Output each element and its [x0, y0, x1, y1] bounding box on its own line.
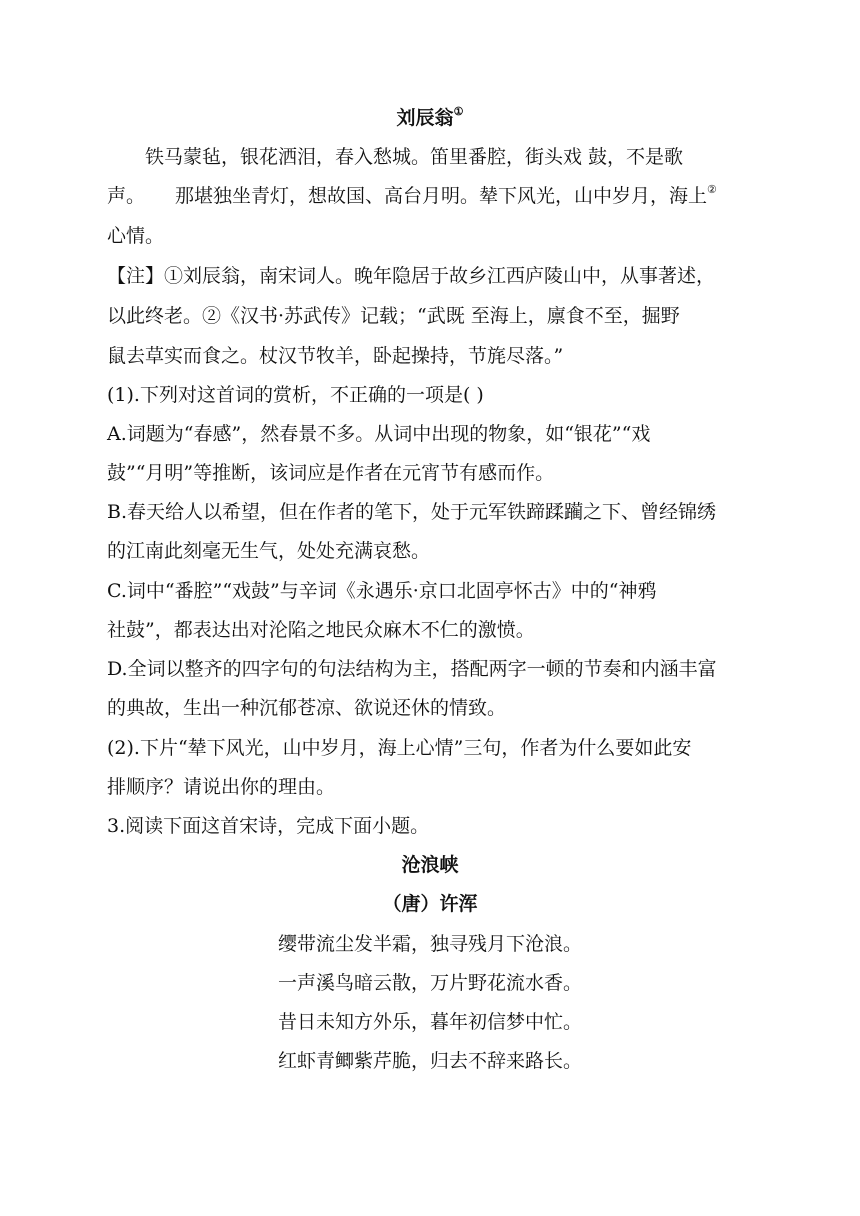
- note-line-1: 【注】①刘辰翁，南宋词人。晚年隐居于故乡江西庐陵山中，从事著述，: [107, 265, 716, 287]
- option-b-line-1: B.春天给人以希望，但在作者的笔下，处于元军铁蹄蹂躏之下、曾经锦绣: [107, 501, 717, 523]
- poem-2-line-2: 一声溪鸟暗云散，万片野花流水香。: [277, 972, 582, 994]
- option-c-line-2: 社鼓”，都表达出对沦陷之地民众麻木不仁的激愤。: [107, 619, 535, 641]
- option-d-line-1: D.全词以整齐的四字句的句法结构为主，搭配两字一顿的节奏和内涵丰富: [107, 658, 717, 680]
- poem-2-line-3: 昔日未知方外乐，暮年初信梦中忙。: [277, 1011, 582, 1033]
- note-line-3: 鼠去草实而食之。杖汉节牧羊，卧起操持，节旄尽落。”: [107, 345, 564, 367]
- footnote-marker-1: ①: [453, 105, 464, 118]
- poem-2-line-4: 红虾青鲫紫芹脆，归去不辞来路长。: [277, 1050, 582, 1072]
- poem-2-title: 沧浪峡: [401, 854, 459, 876]
- option-c-line-1: C.词中“番腔”“戏鼓”与辛词《永遇乐·京口北固亭怀古》中的“神鸦: [107, 580, 657, 602]
- poem-2-line-1: 缨带流尘发半霜，独寻残月下沧浪。: [277, 933, 582, 955]
- option-b-line-2: 的江南此刻毫无生气，处处充满哀愁。: [107, 540, 431, 562]
- poem-line-3: 心情。: [107, 225, 165, 247]
- poem-title-text: 刘辰翁: [396, 107, 454, 129]
- question-2-line-2: 排顺序？请说出你的理由。: [107, 776, 336, 798]
- footnote-marker-2: ②: [707, 183, 717, 196]
- question-3-stem: 3.阅读下面这首宋诗，完成下面小题。: [107, 815, 430, 837]
- poem-line-1: 铁马蒙毡，银花洒泪，春入愁城。笛里番腔，街头戏 鼓，不是歌: [145, 146, 684, 168]
- poem-2-author: （唐）许浑: [382, 893, 478, 915]
- option-d-line-2: 的典故，生出一种沉郁苍凉、欲说还休的情致。: [107, 697, 507, 719]
- poem-line-2b: 那堪独坐青灯，想故国、高台月明。辇下风光，山中岁月，海上: [175, 185, 708, 207]
- poem-line-2: [107, 184, 757, 208]
- option-a-line-2: 鼓”“月明”等推断，该词应是作者在元宵节有感而作。: [107, 462, 555, 484]
- question-1-stem: (1).下列对这首词的赏析，不正确的一项是( ): [107, 384, 484, 406]
- option-a-line-1: A.词题为“春感”，然春景不多。从词中出现的物象，如“银花”“戏: [107, 423, 651, 445]
- poem-line-2a: 声。: [107, 185, 146, 207]
- question-2-line-1: (2).下片“辇下风光，山中岁月，海上心情”三句，作者为什么要如此安: [107, 737, 692, 759]
- poem-title: [0, 106, 860, 130]
- note-line-2: 以此终老。②《汉书·苏武传》记载；“武既 至海上，廪食不至，掘野: [107, 305, 680, 327]
